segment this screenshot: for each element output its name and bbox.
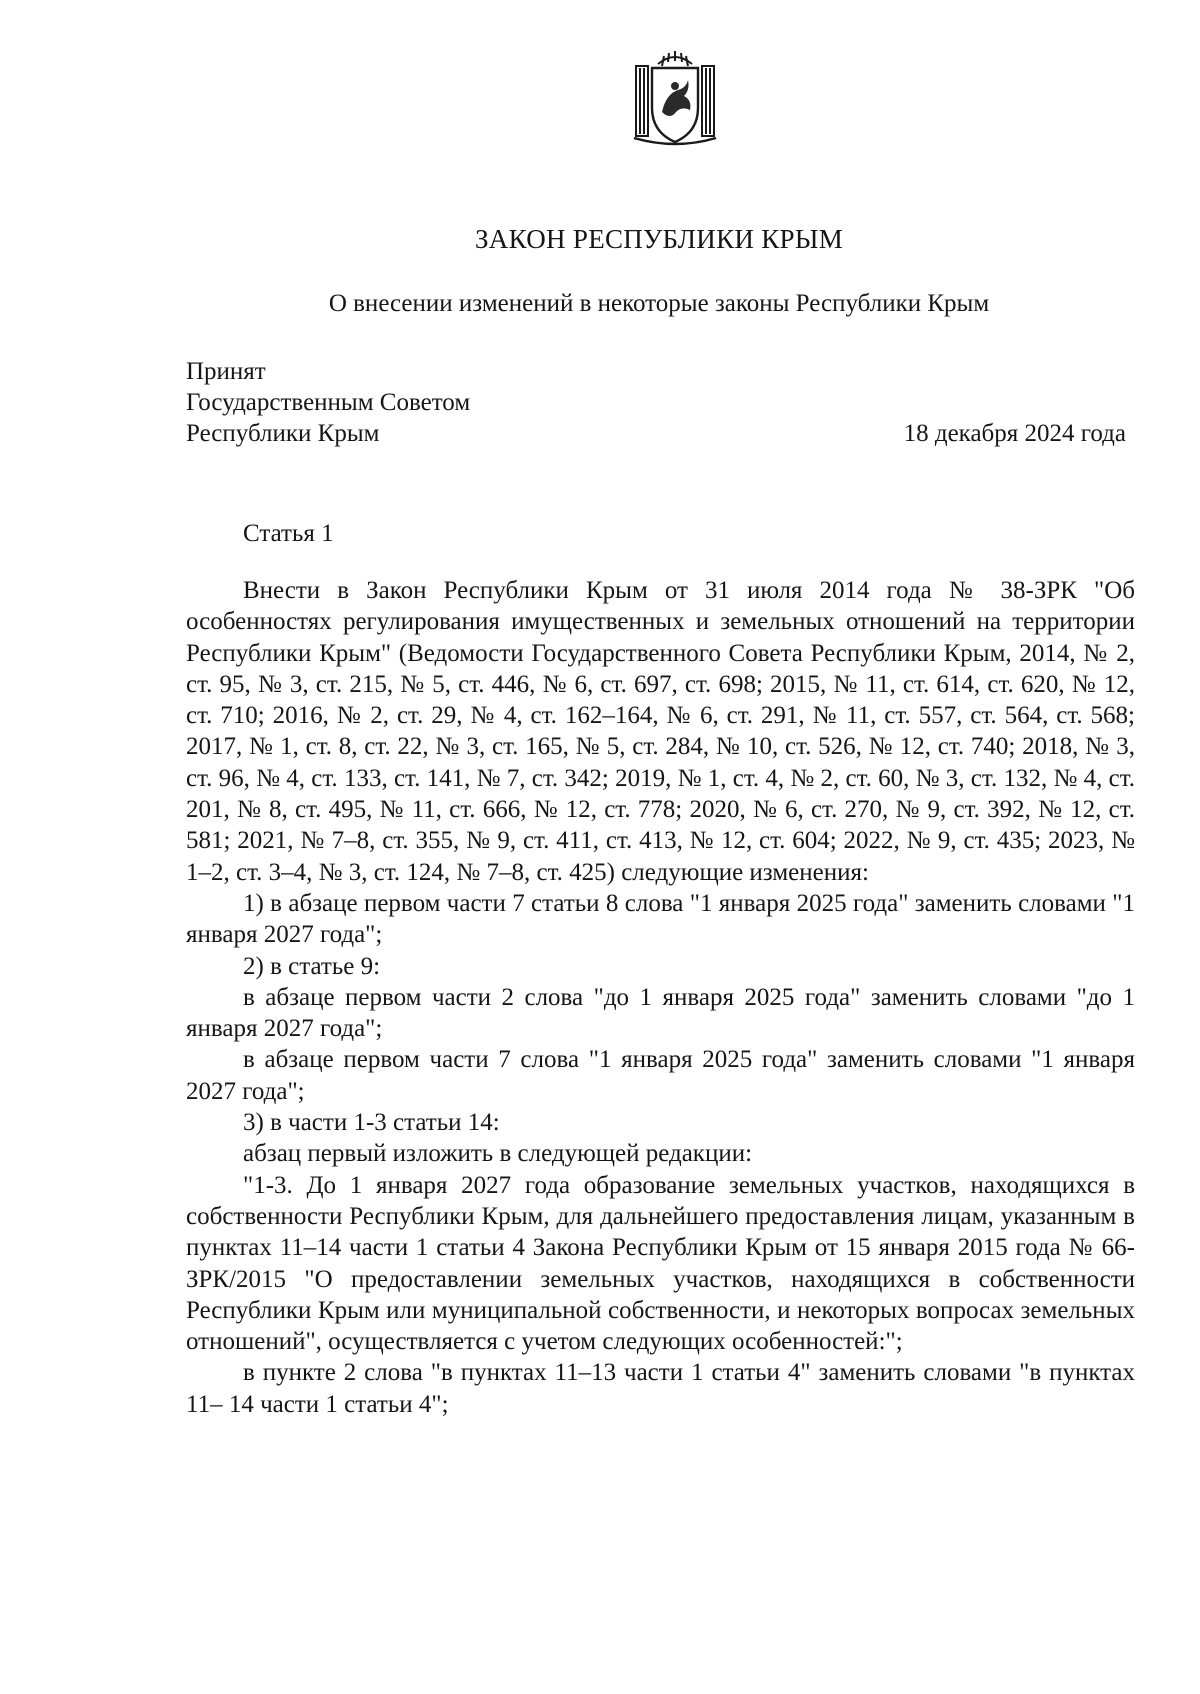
paragraph: 1) в абзаце первом части 7 статьи 8 слова "1 января 2025 года" заменить словами "1 января 2027 года";: [186, 889, 1135, 949]
paragraph: в абзаце первом части 7 слова "1 января 2025 года" заменить словами "1 января 2027 года";: [186, 1046, 1135, 1105]
adoption-line: Государственным Советом: [186, 389, 471, 416]
article-body: [186, 575, 1135, 1420]
document-subtitle: О внесении изменений в некоторые законы Республики Крым: [328, 290, 990, 317]
adoption-date: 18 декабря 2024 года: [903, 420, 1126, 447]
paragraph: абзац первый изложить в следующей редакции:: [243, 1140, 753, 1168]
paragraph: "1-3. До 1 января 2027 года образование земельных участков, находящихся в собственности Республики Крым, для дальнейшего предоставления лицам, указанным в пунктах 11–14 части 1 статьи 4 Закона Республики Крым от 15 января 2015 года № 66-ЗРК/2015 "О предоставлении земельных участков, находящихся в собственности Республики Крым или муниципальной собственности, и некоторых вопросах земельных отношений", осуществляется с учетом следующих особенностей:";: [186, 1171, 1135, 1356]
paragraph: Внести в Закон Республики Крым от 31 июля 2014 года № 38-ЗРК "Об особенностях регулирования имущественных и земельных отношений на территории Республики Крым" (Ведомости Государственного Совета Республики Крым, 2014, № 2, ст. 95, № 3, ст. 215, № 5, ст. 446, № 6, ст. 697, ст. 698; 2015, № 11, ст. 614, ст. 620, № 12, ст. 710; 2016, № 2, ст. 29, № 4, ст. 162–164, № 6, ст. 291, № 11, ст. 557, ст. 564, ст. 568; 2017, № 1, ст. 8, ст. 22, № 3, ст. 165, № 5, ст. 284, № 10, ст. 526, № 12, ст. 740; 2018, № 3, ст. 96, № 4, ст. 133, ст. 141, № 7, ст. 342; 2019, № 1, ст. 4, № 2, ст. 60, № 3, ст. 132, № 4, ст. 201, № 8, ст. 495, № 11, ст. 666, № 12, ст. 778; 2020, № 6, ст. 270, № 9, ст. 392, № 12, ст. 581; 2021, № 7–8, ст. 355, № 9, ст. 411, ст. 413, № 12, ст. 604; 2022, № 9, ст. 435; 2023, № 1–2, ст. 3–4, № 3, ст. 124, № 7–8, ст. 425) следующие изменения:: [186, 577, 1135, 886]
paragraph: в абзаце первом части 2 слова "до 1 января 2025 года" заменить словами "до 1 января 2027 года";: [186, 983, 1135, 1043]
adoption-block: [186, 356, 1126, 449]
adoption-line: Республики Крым: [186, 420, 380, 447]
article-heading: Статья 1: [243, 520, 334, 547]
paragraph: 2) в статье 9:: [243, 952, 381, 980]
document-title: ЗАКОН РЕСПУБЛИКИ КРЫМ: [474, 224, 844, 254]
crimea-coat-of-arms-icon: [630, 50, 720, 148]
adoption-line: Принят: [186, 358, 266, 385]
paragraph: в пункте 2 слова "в пунктах 11–13 части 1 статьи 4" заменить словами "в пунктах 11– 14 части 1 статьи 4";: [186, 1359, 1135, 1418]
paragraph: 3) в части 1-3 статьи 14:: [243, 1109, 500, 1137]
